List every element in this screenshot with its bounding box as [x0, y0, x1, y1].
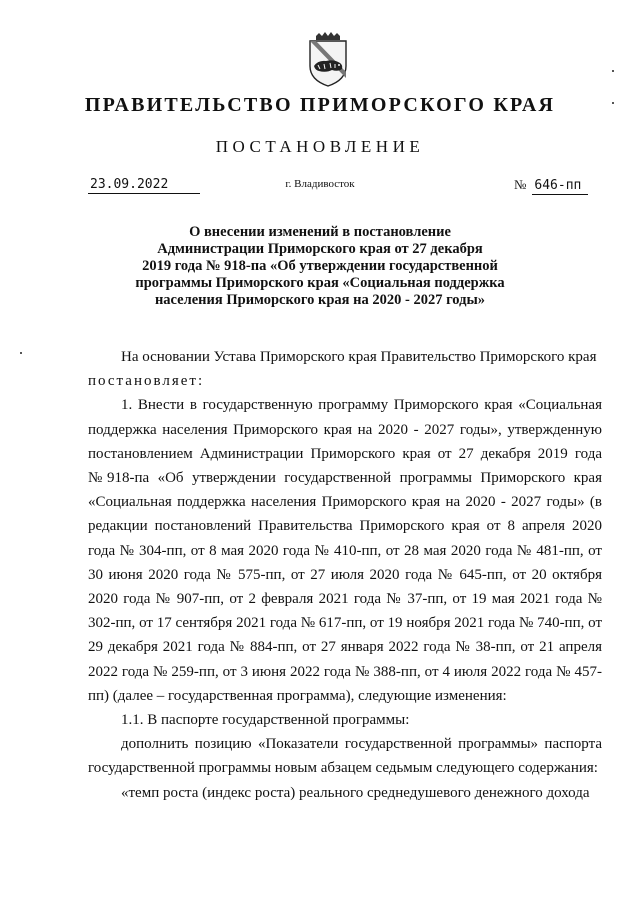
paragraph-1: 1. Внести в государственную программу Приморского края «Социальная поддержка населения Приморского края на 2020 - 2027 годы», утвержденную постановлением Администрации Приморского края от 27 декабря 2019 года №918-па «Об утверждении государственной программы Приморского края «Социальная поддержка населения Приморского края на 2020 - 2027 годы» (в редакции постановлений Правительства Приморского края от 8 апреля 2020 года № 304-пп, от 8 мая 2020 года № 410-пп, от 28 мая 2020 года № 481-пп, от 30 июня 2020 года № 575-пп, от 27 июля 2020 года № 645-пп, от 20 октября 2020 года № 907-пп, от 2 февраля 2021 года № 37-пп, от 19 мая 2021 года № 302-пп, от 17 сентября 2021 года № 617-пп, от 19 ноября 2021 года № 740-пп, от 29 декабря 2021 года № 884-пп, от 27 января 2022 года № 38-пп, от 21 апреля 2022 года № 259-пп, от 3 июня 2022 года № 388-пп, от 4 июля 2022 года № 457-пп) (далее – государственная программа), следующие изменения:: [88, 397, 602, 704]
coat-of-arms-icon: [304, 32, 352, 88]
scan-speck: [612, 102, 614, 104]
document-number-field: [514, 177, 588, 195]
document-number: 646-пп: [532, 178, 588, 195]
resolves-word: постановляет:: [88, 373, 205, 390]
paragraph-quote: «темп роста (индекс роста) реального среднедушевого денежного дохода: [121, 784, 590, 801]
document-type: ПОСТАНОВЛЕНИЕ: [215, 137, 425, 156]
government-title: ПРАВИТЕЛЬСТВО ПРИМОРСКОГО КРАЯ: [84, 94, 556, 116]
paragraph-amend: дополнить позицию «Показатели государственной программы» паспорта государственной программы новым абзацем седьмым следующего содержания:: [88, 736, 602, 777]
number-prefix: №: [514, 177, 527, 192]
document-date: 23.09.2022: [88, 177, 200, 194]
subject-line: населения Приморского края на 2020 - 2027 годы»: [154, 292, 486, 308]
document-subject: [120, 224, 520, 309]
subject-line: О внесении изменений в постановление: [189, 224, 451, 240]
document-body: [88, 345, 602, 805]
subject-line: 2019 года № 918-па «Об утверждении государственной: [142, 258, 498, 274]
document-city: г. Владивосток: [285, 178, 355, 190]
scan-speck: [612, 70, 614, 72]
paragraph-1-1: 1.1. В паспорте государственной программы:: [121, 712, 410, 729]
preamble: На основании Устава Приморского края Правительство Приморского края: [121, 349, 597, 365]
subject-line: программы Приморского края «Социальная поддержка: [135, 275, 505, 291]
subject-line: Администрации Приморского края от 27 декабря: [157, 241, 483, 257]
scan-speck: [20, 352, 22, 354]
